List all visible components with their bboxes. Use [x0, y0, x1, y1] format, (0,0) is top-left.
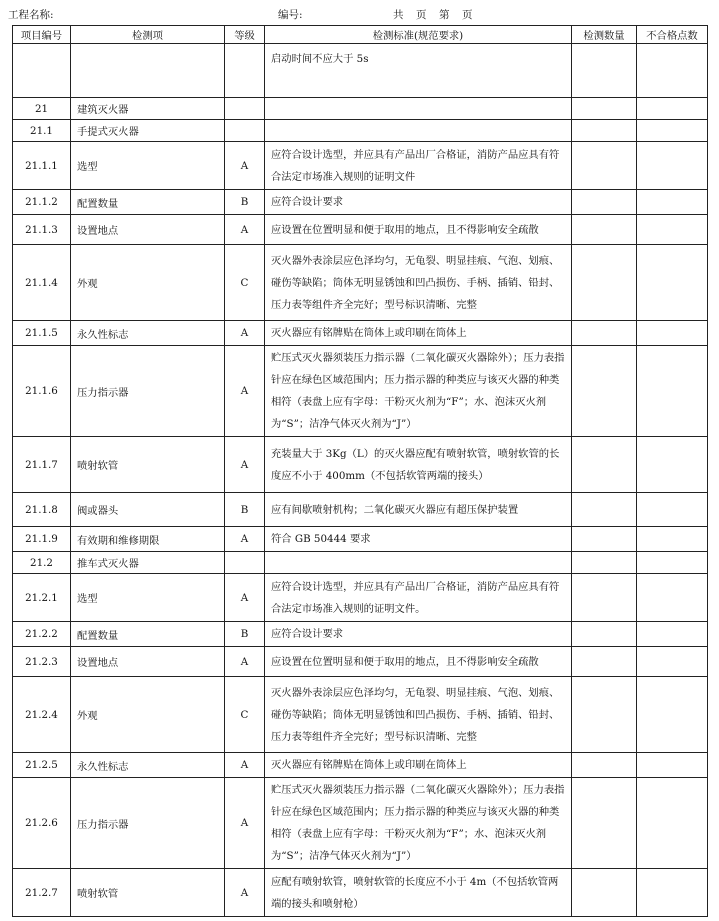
grade-cell: A: [225, 869, 265, 917]
fail-count-cell: [637, 552, 708, 574]
item-number-cell: 21.2.3: [13, 647, 71, 677]
quantity-cell: [572, 346, 637, 437]
table-row: [13, 98, 708, 120]
grade-cell: A: [225, 753, 265, 778]
standard-cell: 充装量大于 3Kg（L）的灭火器应配有喷射软管，喷射软管的长度应不小于 400mm（不包括软管两端的接头）: [265, 437, 572, 493]
fail-count-cell: [637, 321, 708, 346]
table-row: [13, 677, 708, 753]
check-item-cell: 选型: [71, 142, 225, 190]
check-item-cell: 压力指示器: [71, 778, 225, 869]
table-row: [13, 622, 708, 647]
item-number-cell: 21.1.9: [13, 527, 71, 552]
check-item-cell: 阀或器头: [71, 493, 225, 527]
quantity-cell: [572, 437, 637, 493]
fail-count-cell: [637, 120, 708, 142]
check-item-cell: 压力指示器: [71, 346, 225, 437]
grade-cell: A: [225, 574, 265, 622]
item-number-cell: 21.1.3: [13, 215, 71, 245]
grade-cell: [225, 98, 265, 120]
standard-cell: 灭火器应有铭牌贴在筒体上或印刷在筒体上: [265, 321, 572, 346]
table-row: [13, 215, 708, 245]
grade-cell: C: [225, 245, 265, 321]
quantity-cell: [572, 98, 637, 120]
table-row: [13, 552, 708, 574]
fail-count-cell: [637, 142, 708, 190]
fail-count-cell: [637, 869, 708, 917]
quantity-cell: [572, 527, 637, 552]
standard-cell: 符合 GB 50444 要求: [265, 527, 572, 552]
check-item-cell: 外观: [71, 245, 225, 321]
table-row: [13, 142, 708, 190]
table-row: [13, 753, 708, 778]
document-number-label: 编号:: [278, 9, 303, 21]
table-body: [13, 44, 708, 917]
table-row: [13, 647, 708, 677]
standard-cell: 应符合设计要求: [265, 622, 572, 647]
project-name-label: 工程名称:: [8, 9, 54, 21]
quantity-cell: [572, 190, 637, 215]
col-header-standard: 检测标准(规范要求): [265, 26, 572, 44]
quantity-cell: [572, 677, 637, 753]
item-number-cell: 21.2.6: [13, 778, 71, 869]
check-item-cell: 推车式灭火器: [71, 552, 225, 574]
table-row: [13, 527, 708, 552]
quantity-cell: [572, 647, 637, 677]
quantity-cell: [572, 215, 637, 245]
fail-count-cell: [637, 574, 708, 622]
item-number-cell: 21.2.5: [13, 753, 71, 778]
item-number-cell: 21.1.6: [13, 346, 71, 437]
quantity-cell: [572, 753, 637, 778]
fail-count-cell: [637, 622, 708, 647]
standard-cell: 应符合设计选型，并应具有产品出厂合格证，消防产品应具有符合法定市场准入规则的证明文件。: [265, 574, 572, 622]
grade-cell: A: [225, 778, 265, 869]
table-row: [13, 869, 708, 917]
grade-cell: A: [225, 142, 265, 190]
standard-cell: 应配有喷射软管，喷射软管的长度应不小于 4m（不包括软管两端的接头和喷射枪）: [265, 869, 572, 917]
item-number-cell: [13, 44, 71, 98]
grade-cell: [225, 120, 265, 142]
item-number-cell: 21.2: [13, 552, 71, 574]
quantity-cell: [572, 493, 637, 527]
item-number-cell: 21.1.4: [13, 245, 71, 321]
fail-count-cell: [637, 44, 708, 98]
standard-cell: 启动时间不应大于 5s: [265, 44, 572, 98]
standard-cell: [265, 98, 572, 120]
fail-count-cell: [637, 245, 708, 321]
table-row: [13, 346, 708, 437]
standard-cell: 贮压式灭火器须装压力指示器（二氧化碳灭火器除外）；压力表指针应在绿色区域范围内；压力指示器的种类应与该灭火器的种类相符（表盘上应有字母：干粉灭火剂为“F”；水、泡沫灭火剂为“S”；洁净气体灭火剂为“J”）: [265, 778, 572, 869]
item-number-cell: 21.1.8: [13, 493, 71, 527]
page-header: [0, 4, 719, 22]
fail-count-cell: [637, 778, 708, 869]
table-row: [13, 321, 708, 346]
item-number-cell: 21: [13, 98, 71, 120]
fail-count-cell: [637, 647, 708, 677]
check-item-cell: 设置地点: [71, 215, 225, 245]
standard-cell: 应有间歇喷射机构；二氧化碳灭火器应有超压保护装置: [265, 493, 572, 527]
quantity-cell: [572, 869, 637, 917]
grade-cell: A: [225, 647, 265, 677]
grade-cell: A: [225, 346, 265, 437]
check-item-cell: 永久性标志: [71, 753, 225, 778]
table-row: [13, 437, 708, 493]
table-row: [13, 245, 708, 321]
table-row: [13, 190, 708, 215]
table-row: [13, 574, 708, 622]
col-header-item-no: 项目编号: [13, 26, 71, 44]
table-row: [13, 120, 708, 142]
table-header-row: [13, 26, 708, 44]
item-number-cell: 21.2.7: [13, 869, 71, 917]
standard-cell: 应符合设计选型，并应具有产品出厂合格证，消防产品应具有符合法定市场准入规则的证明文件: [265, 142, 572, 190]
table-row: [13, 493, 708, 527]
grade-cell: [225, 552, 265, 574]
grade-cell: B: [225, 190, 265, 215]
check-item-cell: [71, 44, 225, 98]
item-number-cell: 21.1.7: [13, 437, 71, 493]
inspection-table: [12, 25, 708, 917]
grade-cell: A: [225, 527, 265, 552]
fail-count-cell: [637, 215, 708, 245]
check-item-cell: 设置地点: [71, 647, 225, 677]
check-item-cell: 外观: [71, 677, 225, 753]
standard-cell: [265, 120, 572, 142]
standard-cell: [265, 552, 572, 574]
grade-cell: A: [225, 215, 265, 245]
fail-count-cell: [637, 98, 708, 120]
quantity-cell: [572, 321, 637, 346]
check-item-cell: 建筑灭火器: [71, 98, 225, 120]
grade-cell: B: [225, 622, 265, 647]
check-item-cell: 喷射软管: [71, 437, 225, 493]
check-item-cell: 手提式灭火器: [71, 120, 225, 142]
quantity-cell: [572, 120, 637, 142]
col-header-fail-count: 不合格点数: [637, 26, 708, 44]
standard-cell: 应设置在位置明显和便于取用的地点，且不得影响安全疏散: [265, 215, 572, 245]
col-header-grade: 等级: [225, 26, 265, 44]
table-row: [13, 778, 708, 869]
quantity-cell: [572, 552, 637, 574]
check-item-cell: 选型: [71, 574, 225, 622]
grade-cell: C: [225, 677, 265, 753]
item-number-cell: 21.1.2: [13, 190, 71, 215]
fail-count-cell: [637, 437, 708, 493]
item-number-cell: 21.2.4: [13, 677, 71, 753]
col-header-quantity: 检测数量: [572, 26, 637, 44]
standard-cell: 应设置在位置明显和便于取用的地点，且不得影响安全疏散: [265, 647, 572, 677]
item-number-cell: 21.1.5: [13, 321, 71, 346]
fail-count-cell: [637, 527, 708, 552]
quantity-cell: [572, 778, 637, 869]
item-number-cell: 21.1.1: [13, 142, 71, 190]
grade-cell: B: [225, 493, 265, 527]
col-header-check-item: 检测项: [71, 26, 225, 44]
check-item-cell: 配置数量: [71, 622, 225, 647]
standard-cell: 贮压式灭火器须装压力指示器（二氧化碳灭火器除外）；压力表指针应在绿色区域范围内；压力指示器的种类应与该灭火器的种类相符（表盘上应有字母：干粉灭火剂为“F”；水、泡沫灭火剂为“S”；洁净气体灭火剂为“J”）: [265, 346, 572, 437]
quantity-cell: [572, 44, 637, 98]
fail-count-cell: [637, 753, 708, 778]
grade-cell: A: [225, 321, 265, 346]
check-item-cell: 永久性标志: [71, 321, 225, 346]
quantity-cell: [572, 574, 637, 622]
standard-cell: 应符合设计要求: [265, 190, 572, 215]
table-row: [13, 44, 708, 98]
check-item-cell: 喷射软管: [71, 869, 225, 917]
quantity-cell: [572, 245, 637, 321]
fail-count-cell: [637, 190, 708, 215]
standard-cell: 灭火器外表涂层应色泽均匀，无龟裂、明显挂痕、气泡、划痕、碰伤等缺陷；筒体无明显锈蚀和凹凸损伤、手柄、插销、铅封、压力表等组件齐全完好；型号标识清晰、完整: [265, 677, 572, 753]
quantity-cell: [572, 142, 637, 190]
quantity-cell: [572, 622, 637, 647]
fail-count-cell: [637, 677, 708, 753]
fail-count-cell: [637, 346, 708, 437]
grade-cell: A: [225, 437, 265, 493]
item-number-cell: 21.1: [13, 120, 71, 142]
standard-cell: 灭火器外表涂层应色泽均匀，无龟裂、明显挂痕、气泡、划痕、碰伤等缺陷；筒体无明显锈蚀和凹凸损伤、手柄、插销、铅封、压力表等组件齐全完好；型号标识清晰、完整: [265, 245, 572, 321]
page-count-label: 共 页 第 页: [393, 9, 474, 21]
standard-cell: 灭火器应有铭牌贴在筒体上或印刷在筒体上: [265, 753, 572, 778]
check-item-cell: 配置数量: [71, 190, 225, 215]
item-number-cell: 21.2.1: [13, 574, 71, 622]
fail-count-cell: [637, 493, 708, 527]
grade-cell: [225, 44, 265, 98]
check-item-cell: 有效期和维修期限: [71, 527, 225, 552]
item-number-cell: 21.2.2: [13, 622, 71, 647]
